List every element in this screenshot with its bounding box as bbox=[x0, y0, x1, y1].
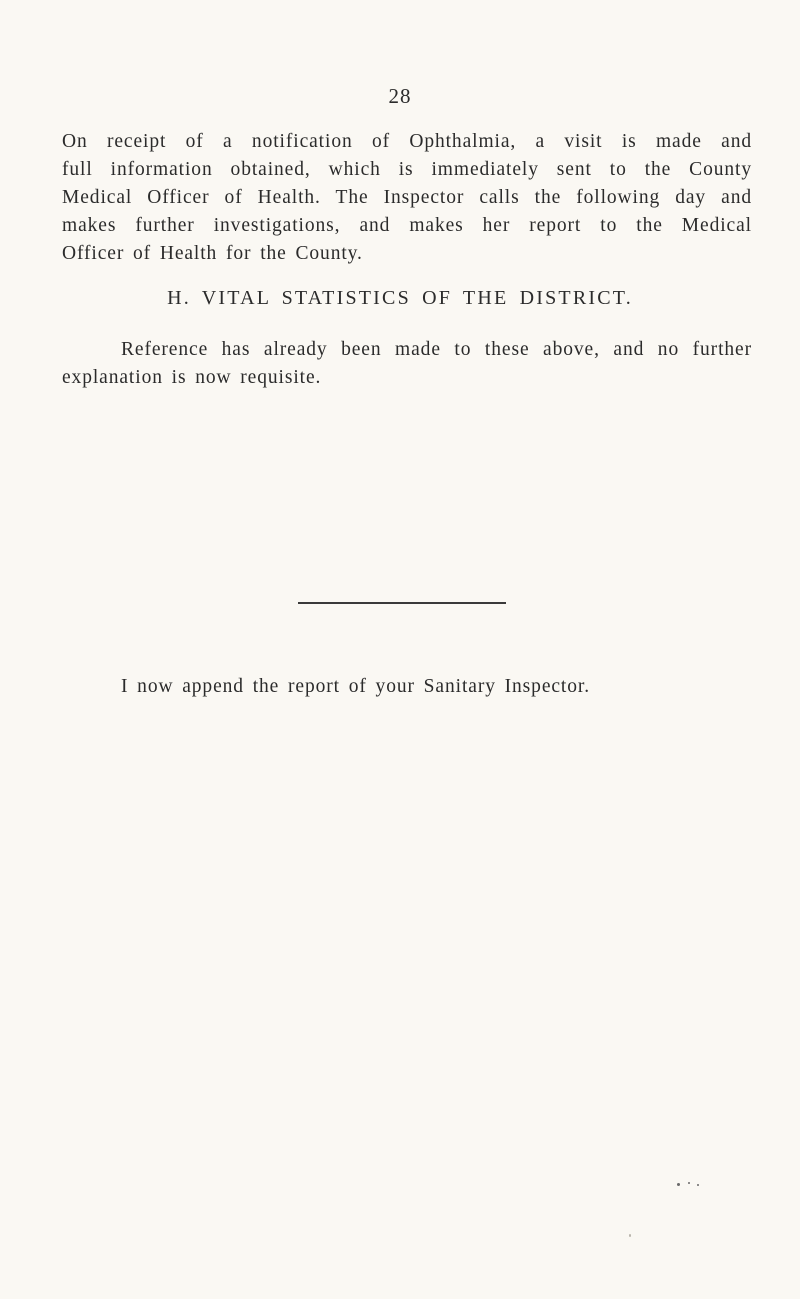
paragraph-line: On receipt of a notification of Ophthalmia, a visit is made and bbox=[62, 131, 752, 152]
paragraph-line: full information obtained, which is immediately sent to the County bbox=[62, 159, 752, 180]
paragraph-line: Medical Officer of Health. The Inspector calls the following day and bbox=[62, 187, 752, 208]
paragraph-line: explanation is now requisite. bbox=[62, 367, 322, 388]
paragraph-ophthalmia-procedure bbox=[62, 128, 752, 268]
paragraph-reference bbox=[62, 336, 752, 392]
paragraph-line: Officer of Health for the County. bbox=[62, 243, 363, 264]
print-speck bbox=[688, 1182, 690, 1184]
print-speck bbox=[629, 1234, 631, 1237]
closing-line: I now append the report of your Sanitary Inspector. bbox=[121, 676, 590, 697]
page-number: 28 bbox=[388, 84, 412, 108]
print-speck bbox=[697, 1184, 699, 1186]
section-heading: H. VITAL STATISTICS OF THE DISTRICT. bbox=[167, 287, 633, 309]
paragraph-line: makes further investigations, and makes her report to the Medical bbox=[62, 215, 752, 236]
print-speck bbox=[677, 1183, 680, 1186]
paragraph-line: Reference has already been made to these above, and no further bbox=[121, 339, 752, 360]
divider-rule bbox=[298, 602, 506, 604]
